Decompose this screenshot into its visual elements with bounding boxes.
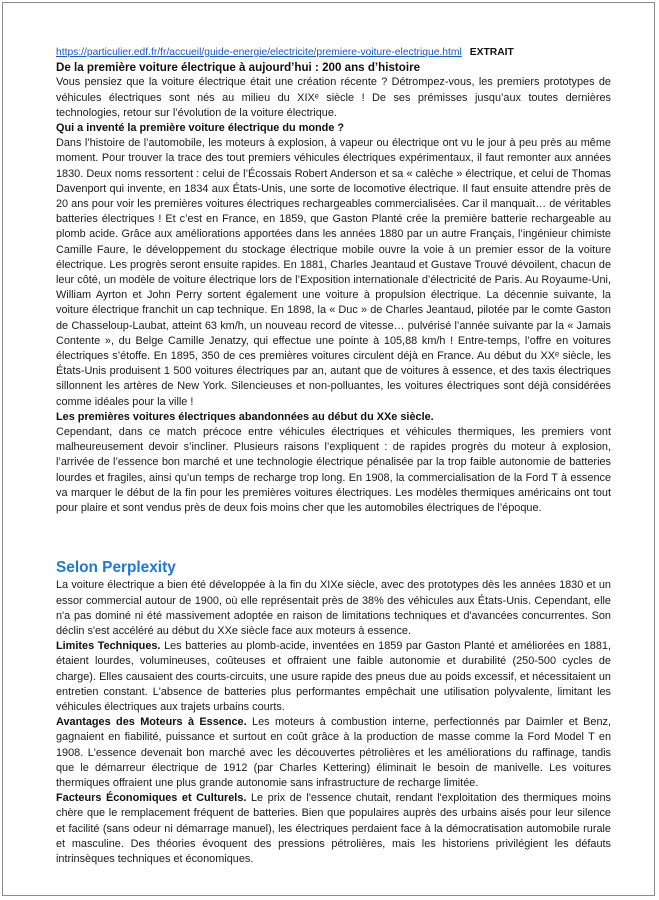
point-lead: Avantages des Moteurs à Essence. (56, 716, 247, 729)
section-heading-inventor: Qui a inventé la première voiture électrique du monde ? (56, 122, 345, 135)
extract-label: EXTRAIT (469, 47, 514, 58)
section-gap (56, 516, 611, 558)
section-body-inventor: Dans l’histoire de l’automobile, les moteurs à explosion, à vapeur ou électrique ont vu le jour à peu près au même moment. Pour trouver la trace des tout premiers véhicules électriques expérimentaux, il faut remonter aux années 1830. Deux noms ressortent : celui de l’Écossais Robert Anderson et sa « calèche » électrique, et celui de Thomas Davenport qui invente, en 1834 aux États-Unis, une sorte de locomotive électrique. Il faut ensuite attendre près de 20 ans pour voir les premières voitures électriques rechargeables commercialisées. Car il manquait… de véritables batteries électriques ! Et c’est en France, en 1859, que Gaston Planté crée la première batterie rechargeable au plomb acide. Grâce aux améliorations apportées dans les années 1880 par un autre Français, l’ingénieur chimiste Camille Faure, le développement du stockage électrique mobile ouvre la voie à un premier essor de la voiture électrique. Les progrès seront ensuite rapides. En 1881, Charles Jeantaud et Gustave Trouvé dévoilent, chacun de leur côté, un modèle de voiture électrique lors de l’Exposition internationale d’électricité de Paris. Au Royaume-Uni, William Ayrton et John Perry sortent également une voiture à propulsion électrique. La décennie suivante, la voiture électrique franchit un cap technique. En 1898, la « Duc » de Charles Jeantaud, pilotée par le comte Gaston de Chasseloup-Laubat, atteint 63 km/h, un nouveau record de vitesse… pulvérisé l’année suivante par la « Jamais Contente », du Belge Camille Jenatzy, qui effectue une pointe à 105,88 km/h ! Entre-temps, l’offre en voitures électriques s’étoffe. En 1895, 350 de ces premières voitures circulent déjà en France. Au début du XXᵉ siècle, les États-Unis produisent 1 500 voitures électriques par an, autant que de voitures à essence, et des taxis électriques sillonnent les artères de New York. Silencieuses et non-polluantes, les voitures électriques sont déjà considérées comme idéales pour la ville ! (56, 137, 611, 408)
document-content (56, 45, 611, 867)
perplexity-heading: Selon Perplexity (56, 559, 176, 577)
point-lead: Limites Techniques. (56, 640, 161, 653)
section-body-abandon: Cependant, dans ce match précoce entre véhicules électriques et véhicules thermiques, les premiers vont malheureusement devoir s’incliner. Plusieurs raisons l’expliquent : de rapides progrès du moteur à explosion, l’arrivée de l’essence bon marché et une technologie électrique pénalisée par la trop faible autonomie de batteries lourdes et fragiles, ainsi qu’un temps de recharge trop long. En 1908, la commercialisation de la Ford T à essence va marquer le début de la fin pour les premières voitures électriques. Les modèles thermiques américains ont tout pour plaire et sont vendus près de deux fois moins cher que les automobiles électriques de l’époque. (56, 426, 611, 515)
point-text: Les batteries au plomb-acide, inventées en 1859 par Gaston Planté et améliorées en 1881, étaient lourdes, volumineuses, coûteuses et offraient une faible autonomie et durabilité (250-500 cycles de charge). Elles causaient des courts-circuits, une usure rapide des pneus due au poids excessif, et nécessitaient un entretien constant. L'absence de batteries plus performantes empêchait une utilisation polyvalente, limitant les véhicules électriques aux trajets urbains courts. (56, 640, 611, 713)
article-title: De la première voiture électrique à aujourd’hui : 200 ans d’histoire (56, 61, 421, 75)
source-line (56, 45, 611, 60)
perplexity-point-gasoline (56, 715, 611, 791)
article-intro: Vous pensiez que la voiture électrique était une création récente ? Détrompez-vous, les premiers prototypes de véhicules électriques sont nés au milieu du XIXᵉ siècle ! De ses prémisses jusqu’aux toutes dernières technologies, retour sur l’évolution de la voiture électrique. (56, 76, 611, 119)
point-lead: Facteurs Économiques et Culturels. (56, 792, 247, 805)
source-link[interactable]: https://particulier.edf.fr/fr/accueil/guide-energie/electricite/premiere-voiture-electrique.html (56, 47, 462, 58)
perplexity-point-economic (56, 791, 611, 867)
point-text: Les moteurs à combustion interne, perfectionnés par Daimler et Benz, gagnaient en fiabilité, puissance et surtout en coût grâce à la production de masse comme la Ford Model T en 1908. L'essence devenait bon marché avec les découvertes pétrolières et les améliorations du raffinage, tandis que le démarreur électrique de 1912 (par Charles Kettering) éliminait le besoin de manivelle. Les voitures thermiques offraient une plus grande autonomie sans infrastructure de recharge limitée. (56, 716, 612, 789)
point-text: Le prix de l'essence chutait, rendant l'exploitation des thermiques moins chère que le remplacement fréquent de batteries. Bien que populaires auprès des urbains aisés pour leur silence et facilité (sans odeur ni démarrage manuel), les électriques perdaient face à la démocratisation automobile rurale et masculine. Des théories évoquent des pressions pétrolières, mais les historiens privilégient les défauts intrinsèques techniques et économiques. (56, 792, 611, 865)
perplexity-intro: La voiture électrique a bien été développée à la fin du XIXe siècle, avec des prototypes dès les années 1830 et un essor commercial autour de 1900, où elle représentait près de 38% des véhicules aux États-Unis. Cependant, elle n'a pas dominé ni été massivement adoptée en raison de limitations techniques et d'avancées concurrentes. Son déclin s'est accéléré au début du XXe siècle face aux moteurs à essence. (56, 579, 611, 637)
section-heading-abandon: Les premières voitures électriques abandonnées au début du XXe siècle. (56, 410, 434, 423)
perplexity-point-technical (56, 639, 611, 715)
document-page (2, 2, 655, 896)
